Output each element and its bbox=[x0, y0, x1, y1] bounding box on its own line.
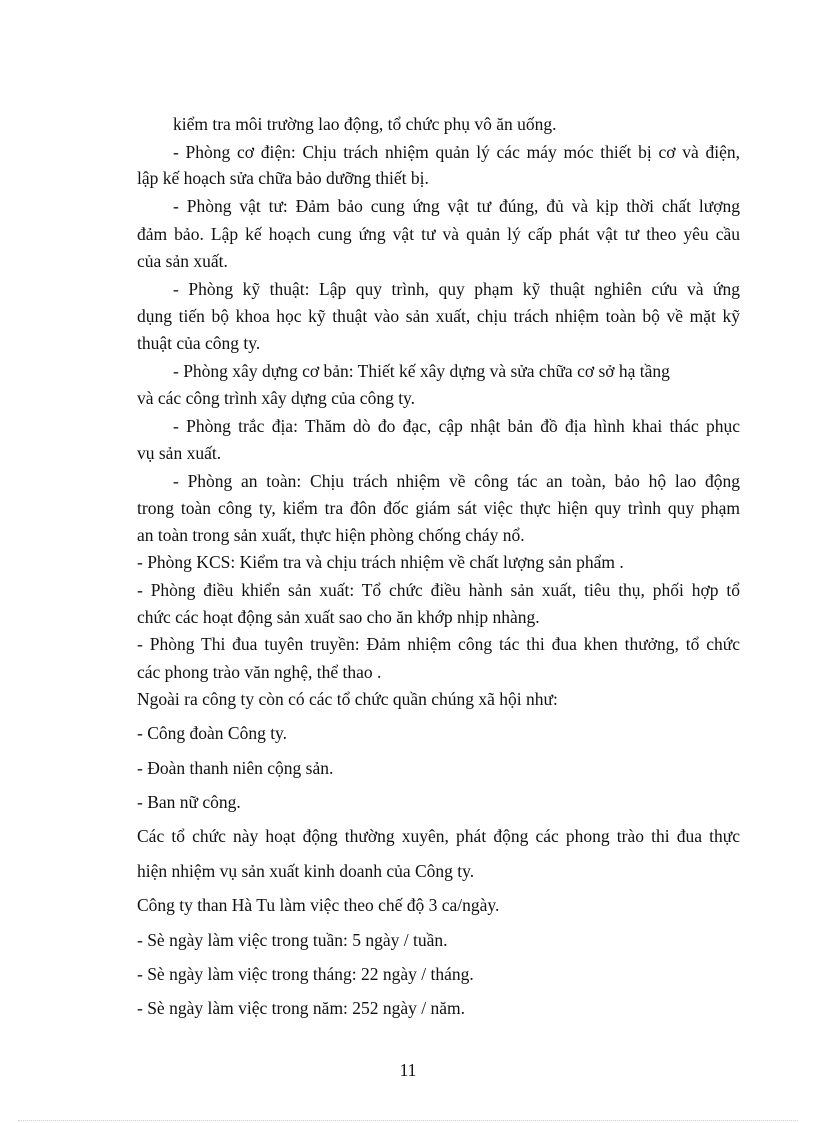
text-line: Ngoài ra công ty còn có các tổ chức quần chúng xã hội như: bbox=[137, 689, 558, 709]
text-line: - Phòng cơ điện: Chịu trách nhiệm quản lý các máy móc thiết bị cơ và điện, bbox=[173, 142, 740, 162]
text-line: - Công đoàn Công ty. bbox=[137, 723, 288, 743]
text-line: trong toàn công ty, kiểm tra đôn đốc giám sát việc thực hiện quy trình quy phạm bbox=[137, 498, 740, 518]
text-line: an toàn trong sản xuất, thực hiện phòng chống cháy nổ. bbox=[137, 525, 525, 545]
text-line: vụ sản xuất. bbox=[137, 443, 222, 463]
text-line: các phong trào văn nghệ, thể thao . bbox=[137, 662, 382, 682]
text-line: Các tổ chức này hoạt động thường xuyên, phát động các phong trào thi đua thực bbox=[137, 826, 740, 846]
text-line: - Phòng Thi đua tuyên truyền: Đảm nhiệm công tác thi đua khen thưởng, tổ chức bbox=[137, 634, 740, 654]
text-line: hiện nhiệm vụ sản xuất kinh doanh của Công ty. bbox=[137, 861, 475, 881]
text-line: lập kế hoạch sửa chữa bảo dưỡng thiết bị. bbox=[137, 168, 429, 188]
text-line: - Sè ngày làm việc trong tháng: 22 ngày / tháng. bbox=[137, 964, 474, 984]
text-line: - Phòng điều khiển sản xuất: Tổ chức điều hành sản xuất, tiêu thụ, phối hợp tổ bbox=[137, 580, 740, 600]
text-line: dụng tiến bộ khoa học kỹ thuật vào sản xuất, chịu trách nhiệm toàn bộ về mặt kỹ bbox=[137, 306, 740, 326]
text-line: Công ty than Hà Tu làm việc theo chế độ 3 ca/ngày. bbox=[137, 895, 500, 915]
text-line: và các công trình xây dựng của công ty. bbox=[137, 388, 416, 408]
text-line: - Đoàn thanh niên cộng sản. bbox=[137, 758, 334, 778]
text-line: - Ban nữ công. bbox=[137, 792, 241, 812]
text-line: chức các hoạt động sản xuất sao cho ăn khớp nhịp nhàng. bbox=[137, 607, 540, 627]
page-number: 11 bbox=[399, 1060, 417, 1080]
text-line: - Phòng xây dựng cơ bản: Thiết kế xây dựng và sửa chữa cơ sở hạ tầng bbox=[173, 361, 670, 381]
text-line: - Sè ngày làm việc trong tuần: 5 ngày / tuần. bbox=[137, 930, 448, 950]
text-line: - Phòng KCS: Kiểm tra và chịu trách nhiệm về chất lượng sản phẩm . bbox=[137, 552, 624, 572]
text-line: - Phòng an toàn: Chịu trách nhiệm về công tác an toàn, bảo hộ lao động bbox=[173, 471, 740, 491]
text-line: - Phòng trắc địa: Thăm dò đo đạc, cập nhật bản đồ địa hình khai thác phục bbox=[173, 416, 740, 436]
text-line: thuật của công ty. bbox=[137, 333, 261, 353]
text-line: - Sè ngày làm việc trong năm: 252 ngày / năm. bbox=[137, 998, 466, 1018]
text-line: - Phòng kỹ thuật: Lập quy trình, quy phạm kỹ thuật nghiên cứu và ứng bbox=[173, 279, 740, 299]
page-bottom-divider bbox=[18, 1120, 798, 1121]
text-line: của sản xuất. bbox=[137, 251, 228, 271]
text-line: đảm bảo. Lập kế hoạch cung ứng vật tư và quản lý cấp phát vật tư theo yêu cầu bbox=[137, 224, 740, 244]
text-line: - Phòng vật tư: Đảm bảo cung ứng vật tư đúng, đủ và kịp thời chất lượng bbox=[173, 196, 740, 216]
text-line: kiểm tra môi trường lao động, tổ chức phụ vô ăn uống. bbox=[173, 114, 557, 134]
